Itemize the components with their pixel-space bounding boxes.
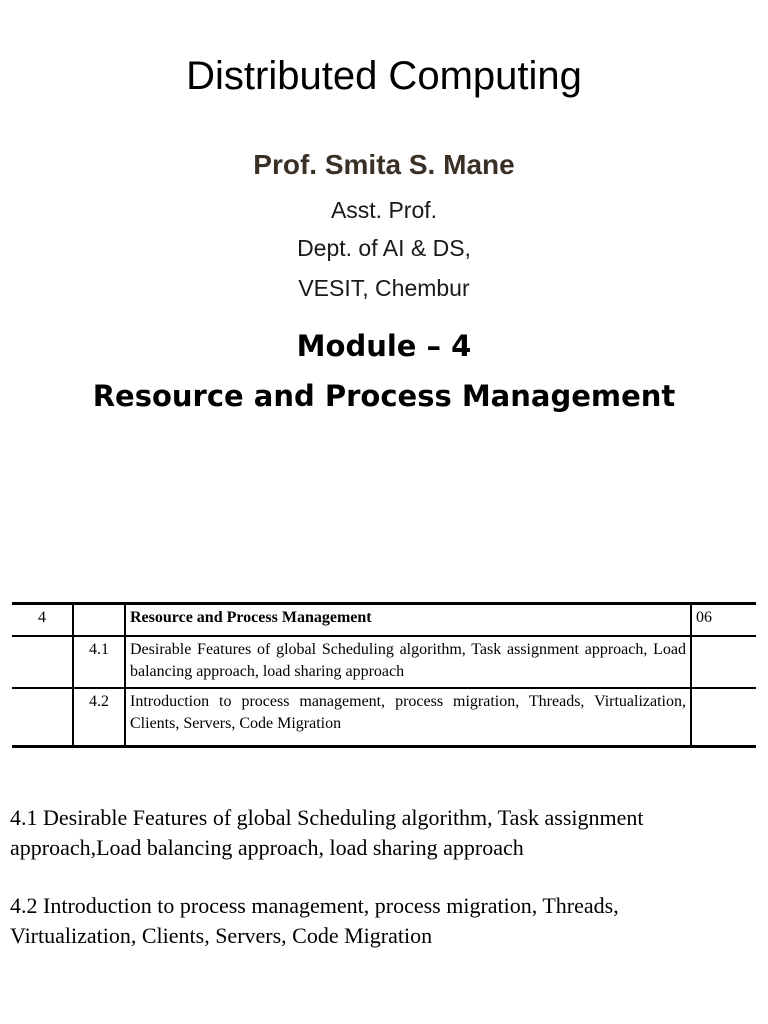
- table-row: [12, 688, 756, 747]
- module-cell: [12, 688, 73, 747]
- subtopic-cell: [73, 604, 125, 637]
- module-cell: 4: [12, 604, 73, 637]
- module-number: Module – 4: [296, 329, 472, 363]
- author-department: Dept. of AI & DS,: [297, 235, 471, 261]
- syllabus-table: [12, 602, 756, 748]
- subtopic-cell: 4.1: [73, 636, 125, 688]
- author-designation: Asst. Prof.: [330, 197, 438, 223]
- author-name: Prof. Smita S. Mane: [253, 149, 515, 180]
- topic-4-2: 4.2 Introduction to process management, process migration, Threads, Virtualization, Clients, Servers, Code Migration: [10, 893, 619, 948]
- module-cell: [12, 636, 73, 688]
- table-row: [12, 604, 756, 637]
- topic-4-1: 4.1 Desirable Features of global Scheduling algorithm, Task assignment approach,Load balancing approach, load sharing approach: [10, 805, 644, 860]
- hours-cell: [691, 636, 756, 688]
- description-cell: Desirable Features of global Scheduling algorithm, Task assignment approach, Load balancing approach, load sharing approach: [125, 636, 691, 688]
- slide-title: Distributed Computing: [186, 54, 582, 98]
- hours-cell: 06: [691, 604, 756, 637]
- module-title: Resource and Process Management: [92, 379, 676, 413]
- subtopic-cell: 4.2: [73, 688, 125, 747]
- description-cell: Resource and Process Management: [125, 604, 691, 637]
- hours-cell: [691, 688, 756, 747]
- author-institute: VESIT, Chembur: [298, 275, 470, 301]
- description-cell: Introduction to process management, process migration, Threads, Virtualization, Clients, Servers, Code Migration: [125, 688, 691, 747]
- table-row: [12, 636, 756, 688]
